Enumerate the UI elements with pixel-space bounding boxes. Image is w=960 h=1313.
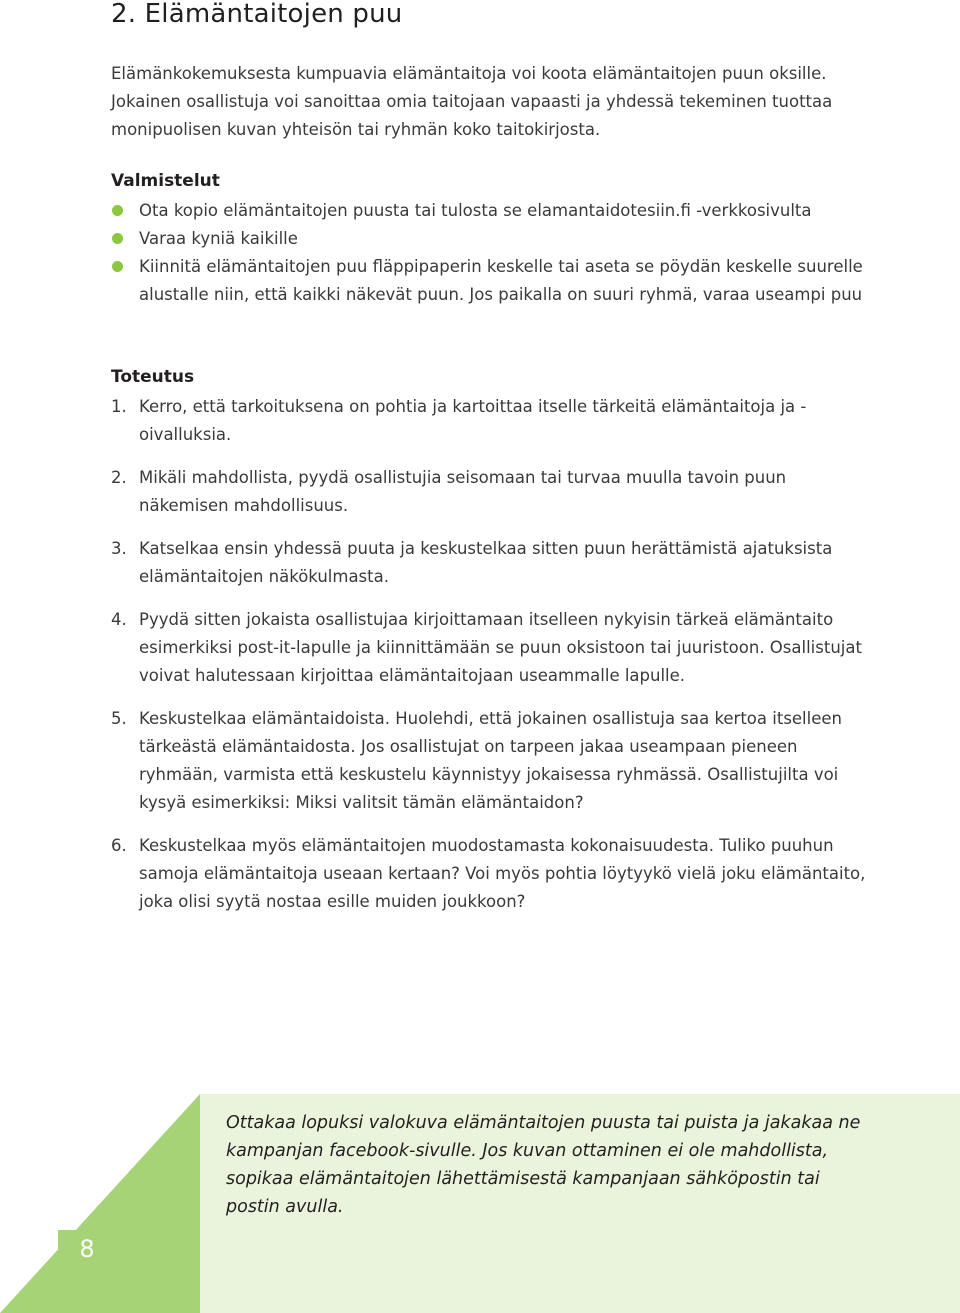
step-number: 4. xyxy=(111,610,127,629)
step-number: 3. xyxy=(111,539,127,558)
step-text: Keskustelkaa myös elämäntaitojen muodostamasta kokonaisuudesta. Tuliko puuhun samoja elämäntaitoja useaan kertaan? Voi myös pohtia löytyykö vielä joku elämäntaito, joka olisi syytä nostaa esille muiden joukkoon? xyxy=(139,836,866,911)
step-text: Keskustelkaa elämäntaidoista. Huolehdi, että jokainen osallistuja saa kertoa itselleen tärkeästä elämäntaidosta. Jos osallistujat on tarpeen jakaa useampaan pieneen ryhmään, varmista että keskustelu käynnistyy jokaisessa ryhmässä. Osallistujilta voi kysyä esimerkiksi: Miksi valitsit tämän elämäntaidon? xyxy=(139,709,842,812)
preparations-heading: Valmistelut xyxy=(111,171,220,191)
list-item-text: Ota kopio elämäntaitojen puusta tai tulosta se elamantaidotesiin.fi -verkkosivulta xyxy=(139,201,812,220)
list-item-text: Varaa kyniä kaikille xyxy=(139,229,298,248)
step-number: 5. xyxy=(111,709,127,728)
list-item-text: Kiinnitä elämäntaitojen puu fläppipaperin keskelle tai aseta se pöydän keskelle suurelle alustalle niin, että kaikki näkevät puun. Jos paikalla on suuri ryhmä, varaa useampi puu xyxy=(139,257,863,304)
implementation-heading: Toteutus xyxy=(111,367,195,387)
step-text: Katselkaa ensin yhdessä puuta ja keskustelkaa sitten puun herättämistä ajatuksista elämäntaitojen näkökulmasta. xyxy=(139,539,833,586)
step-number: 6. xyxy=(111,836,127,855)
step-number: 2. xyxy=(111,468,127,487)
step-text: Kerro, että tarkoituksena on pohtia ja kartoittaa itselle tärkeitä elämäntaitoja ja -oivalluksia. xyxy=(139,397,807,444)
page-number: 8 xyxy=(58,1230,116,1268)
step-text: Mikäli mahdollista, pyydä osallistujia seisomaan tai turvaa muulla tavoin puun näkemisen mahdollisuus. xyxy=(139,468,787,515)
callout-text: Ottakaa lopuksi valokuva elämäntaitojen puusta tai puista ja jakakaa ne kampanjan facebook-sivulle. Jos kuvan ottaminen ei ole mahdollista, sopikaa elämäntaitojen lähettämisestä kampanjaan sähköpostin tai postin avulla. xyxy=(226,1113,861,1217)
green-triangle-shape xyxy=(0,1094,200,1313)
page-title: 2. Elämäntaitojen puu xyxy=(111,0,403,29)
step-number: 1. xyxy=(111,397,127,416)
intro-paragraph: Elämänkokemuksesta kumpuavia elämäntaitoja voi koota elämäntaitojen puun oksille. Jokainen osallistuja voi sanoittaa omia taitojaan vapaasti ja yhdessä tekeminen tuottaa monipuolisen kuvan yhteisön tai ryhmän koko taitokirjosta. xyxy=(111,64,833,139)
step-text: Pyydä sitten jokaista osallistujaa kirjoittamaan itselleen nykyisin tärkeä elämäntaito esimerkiksi post-it-lapulle ja kiinnittämään se puun oksistoon tai juuristoon. Osallistujat voivat halutessaan kirjoittaa elämäntaitojaan useammalle lapulle. xyxy=(139,610,862,685)
